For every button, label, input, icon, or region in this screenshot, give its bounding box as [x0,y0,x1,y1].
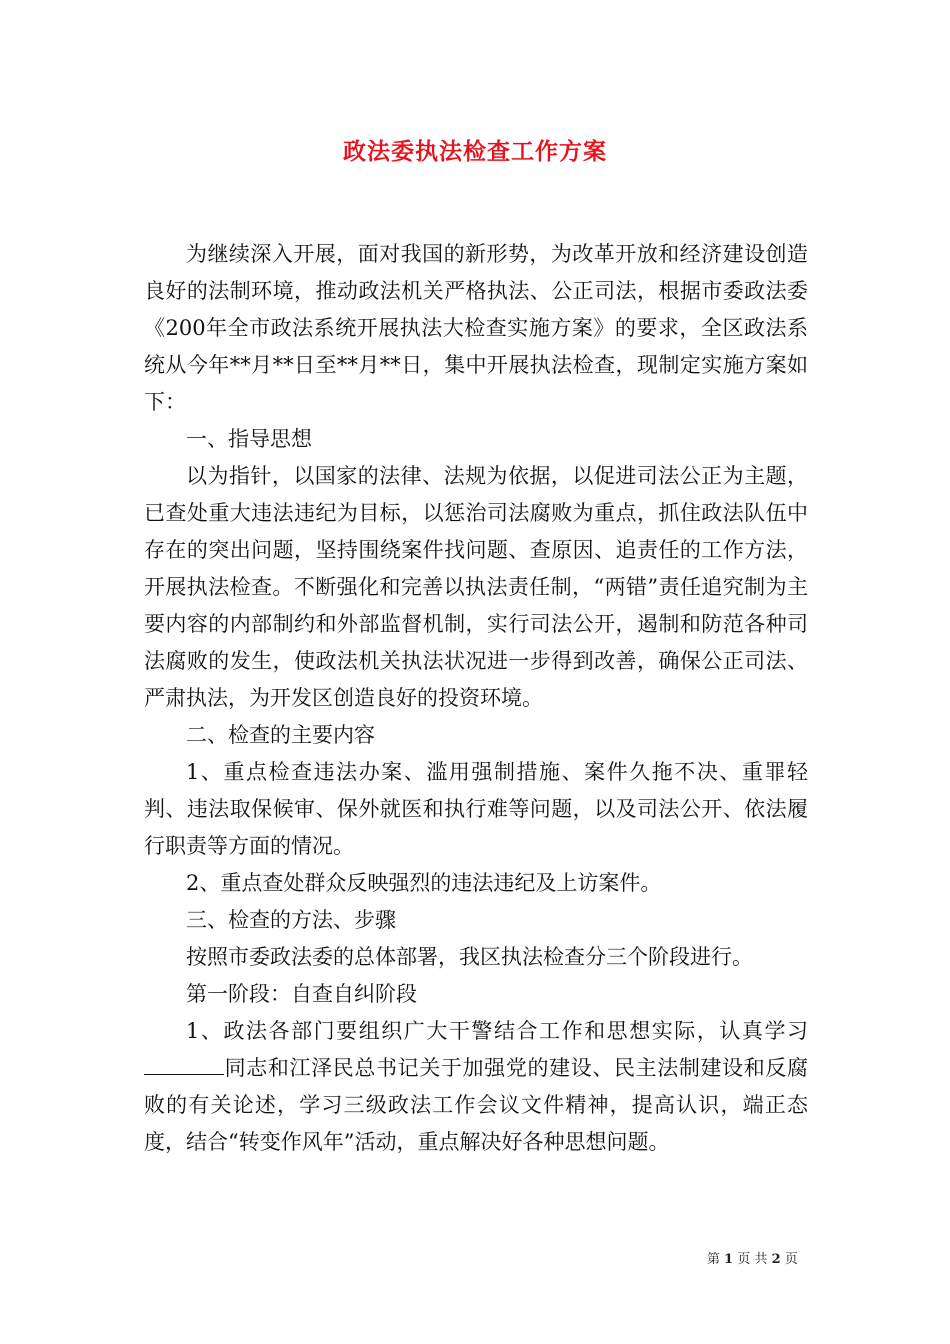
current-page-number: 1 [724,1252,734,1267]
fill-in-blank [144,1056,224,1075]
page-footer [707,1248,798,1267]
paragraph-intro: 为继续深入开展，面对我国的新形势，为改革开放和经济建设创造良好的法制环境，推动政法机关严格执法、公正司法，根据市委政法委《200年全市政法系统开展执法大检查实施方案》的要求，全区政法系统从今年**月**日至**月**日，集中开展执法检查，现制定实施方案如下： [144,242,808,414]
paragraph-guiding-ideology: 以为指针，以国家的法律、法规为依据，以促进司法公正为主题，已查处重大违法违纪为目标，以惩治司法腐败为重点，抓住政法队伍中存在的突出问题，坚持围绕案件找问题、查原因、追责任的工作方法，开展执法检查。不断强化和完善以执法责任制，“两错”责任追究制为主要内容的内部制约和外部监督机制，实行司法公开，遏制和防范各种司法腐败的发生，使政法机关执法状况进一步得到改善，确保公正司法、严肃执法，为开发区创造良好的投资环境。 [144,464,808,710]
stage-one-text-before-blank: 1、政法各部门要组织广大干警结合工作和思想实际，认真学习 [186,1019,808,1043]
footer-suffix: 页 [784,1252,798,1267]
total-pages-number: 2 [771,1252,781,1267]
heading-main-content: 二、检查的主要内容 [186,723,375,747]
paragraph-three-stages: 按照市委政法委的总体部署，我区执法检查分三个阶段进行。 [186,945,753,969]
heading-methods-steps: 三、检查的方法、步骤 [186,908,396,932]
heading-stage-one: 第一阶段：自查自纠阶段 [186,982,417,1006]
paragraph-content-item-2: 2、重点查处群众反映强烈的违法违纪及上访案件。 [186,871,662,895]
heading-guiding-ideology: 一、指导思想 [186,427,312,451]
footer-prefix: 第 [707,1252,721,1267]
paragraph-content-item-1: 1、重点检查违法办案、滥用强制措施、案件久拖不决、重罪轻判、违法取保候审、保外就医和执行难等问题，以及司法公开、依法履行职责等方面的情况。 [144,760,808,858]
footer-middle: 页 共 [737,1252,768,1267]
paragraph-stage-one-item-1 [144,1013,808,1161]
document-body [144,236,808,1161]
document-title: 政法委执法检查工作方案 [343,138,607,165]
stage-one-text-after-blank: 同志和江泽民总书记关于加强党的建设、民主法制建设和反腐败的有关论述，学习三级政法工作会议文件精神，提高认识，端正态度，结合“转变作风年”活动，重点解决好各种思想问题。 [144,1056,808,1154]
